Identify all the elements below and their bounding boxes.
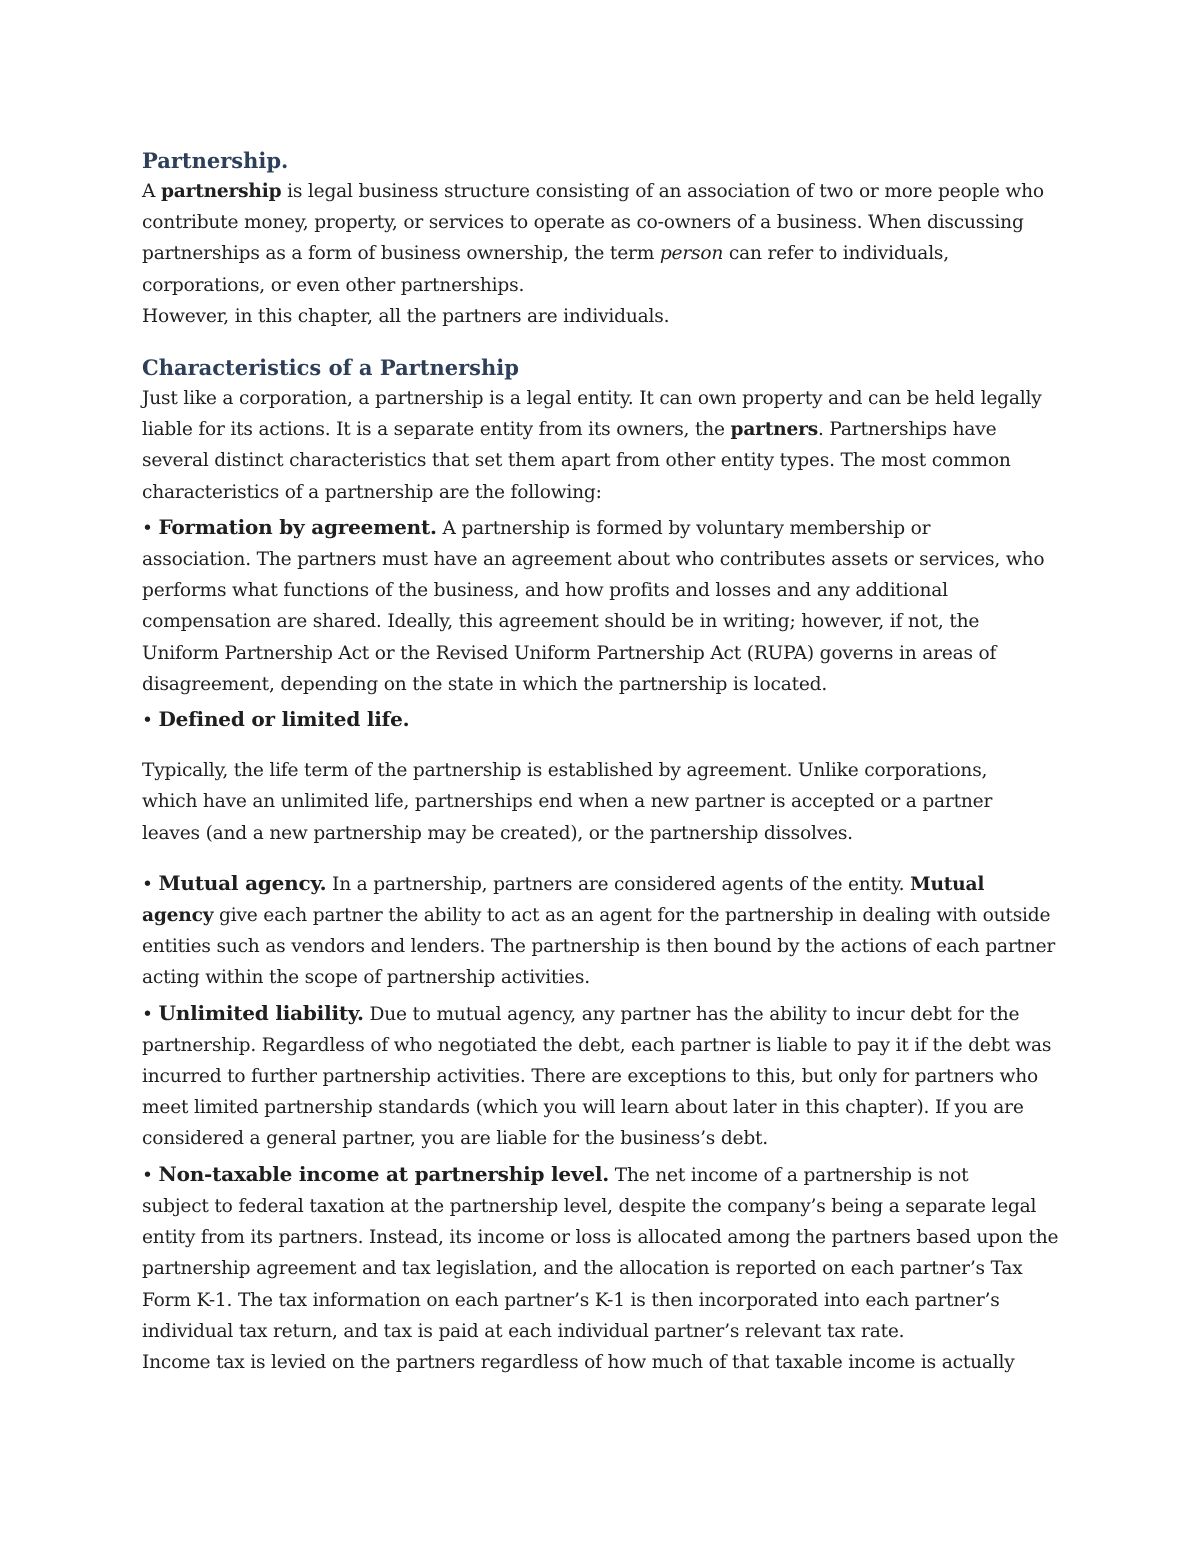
bullet-marker: • — [142, 517, 159, 539]
bullet-title: Unlimited liability. — [158, 1000, 364, 1025]
bullet-title: Mutual agency. — [158, 870, 327, 895]
text-run: Income tax is levied on the partners regardless of how much of that taxable income is actually — [142, 1351, 1015, 1373]
text-run: Typically, the life term of the partnership is established by agreement. Unlike corporations, — [142, 760, 988, 782]
bullet-non-taxable-income — [142, 1159, 1060, 1378]
term-agency: agency — [142, 905, 214, 927]
text-run: incurred to further partnership activities. There are exceptions to this, but only for partners who — [142, 1066, 1038, 1088]
text-run: performs what functions of the business, and how profits and losses and any additional — [142, 580, 948, 602]
bullet-marker: • — [142, 873, 159, 895]
section-heading-characteristics: Characteristics of a Partnership — [142, 355, 519, 381]
text-run: entities such as vendors and lenders. The partnership is then bound by the actions of each partner — [142, 936, 1056, 958]
text-run: A partnership is formed by voluntary membership or — [436, 517, 931, 539]
bullet-title: Non-taxable income at partnership level. — [158, 1161, 610, 1186]
text-run: give each partner the ability to act as an agent for the partnership in dealing with outside — [213, 905, 1051, 927]
text-run: individual tax return, and tax is paid at each individual partner’s relevant tax rate. — [142, 1320, 905, 1342]
bullet-unlimited-liability — [142, 998, 1060, 1155]
text-run: which have an unlimited life, partnerships end when a new partner is accepted or a partner — [142, 791, 993, 813]
term-partnership: partnership — [160, 181, 282, 202]
text-run: A — [142, 181, 161, 202]
text-run: can refer to individuals, — [723, 243, 949, 265]
bullet-marker: • — [142, 1003, 159, 1025]
text-run: is legal business structure consisting of an association of two or more people who — [281, 181, 1044, 202]
bullet-mutual-agency — [142, 868, 1060, 994]
text-run: several distinct characteristics that set them apart from other entity types. The most common — [142, 450, 1011, 472]
text-run: partnership. Regardless of who negotiated the debt, each partner is liable to pay it if the debt was — [142, 1034, 1052, 1056]
text-run: . Partnerships have — [817, 419, 997, 441]
bullet-marker: • — [142, 1164, 159, 1186]
text-run: contribute money, property, or services to operate as co-owners of a business. When discussing — [142, 212, 1024, 234]
text-run: Form K-1. The tax information on each partner’s K-1 is then incorporated into each partner’s — [142, 1289, 1000, 1311]
text-run: characteristics of a partnership are the following: — [142, 481, 602, 503]
paragraph-partnership-definition — [142, 176, 1060, 301]
text-run: Uniform Partnership Act or the Revised Uniform Partnership Act (RUPA) governs in areas of — [142, 642, 997, 664]
text-run: In a partnership, partners are considered agents of the entity. — [326, 873, 911, 895]
bullet-formation-by-agreement — [142, 512, 1060, 700]
text-run: corporations, or even other partnerships. — [142, 274, 525, 296]
text-run: Just like a corporation, a partnership is a legal entity. It can own property and can be held legally — [142, 388, 1042, 410]
term-mutual: Mutual — [910, 873, 985, 895]
text-run: Due to mutual agency, any partner has the ability to incur debt for the — [363, 1003, 1020, 1025]
term-person: person — [659, 243, 724, 265]
paragraph-chapter-note: However, in this chapter, all the partners are individuals. — [142, 305, 670, 327]
section-heading-partnership: Partnership. — [142, 148, 289, 173]
text-run: The net income of a partnership is not — [609, 1164, 969, 1186]
text-run: disagreement, depending on the state in which the partnership is located. — [142, 673, 828, 695]
paragraph-life-term — [142, 755, 1060, 849]
text-run: compensation are shared. Ideally, this agreement should be in writing; however, if not, the — [142, 611, 980, 633]
text-run: subject to federal taxation at the partnership level, despite the company’s being a separate legal — [142, 1195, 1037, 1217]
text-run: liable for its actions. It is a separate entity from its owners, the — [142, 419, 731, 441]
bullet-title: Formation by agreement. — [158, 514, 437, 539]
bullet-marker: • — [142, 710, 159, 732]
text-run: partnership agreement and tax legislation, and the allocation is reported on each partner’s Tax — [142, 1258, 1023, 1280]
term-partners: partners — [730, 419, 818, 441]
text-run: leaves (and a new partnership may be created), or the partnership dissolves. — [142, 822, 853, 844]
text-run: association. The partners must have an agreement about who contributes assets or services, who — [142, 549, 1045, 571]
text-run: partnerships as a form of business ownership, the term — [142, 243, 660, 265]
text-run: meet limited partnership standards (which you will learn about later in this chapter). If you are — [142, 1097, 1024, 1119]
bullet-title: Defined or limited life. — [158, 707, 410, 732]
paragraph-characteristics-intro — [142, 383, 1060, 508]
text-run: considered a general partner, you are liable for the business’s debt. — [142, 1128, 769, 1150]
bullet-defined-or-limited-life — [142, 704, 1060, 736]
text-run: entity from its partners. Instead, its income or loss is allocated among the partners based upon the — [142, 1227, 1059, 1249]
text-run: acting within the scope of partnership activities. — [142, 967, 590, 989]
